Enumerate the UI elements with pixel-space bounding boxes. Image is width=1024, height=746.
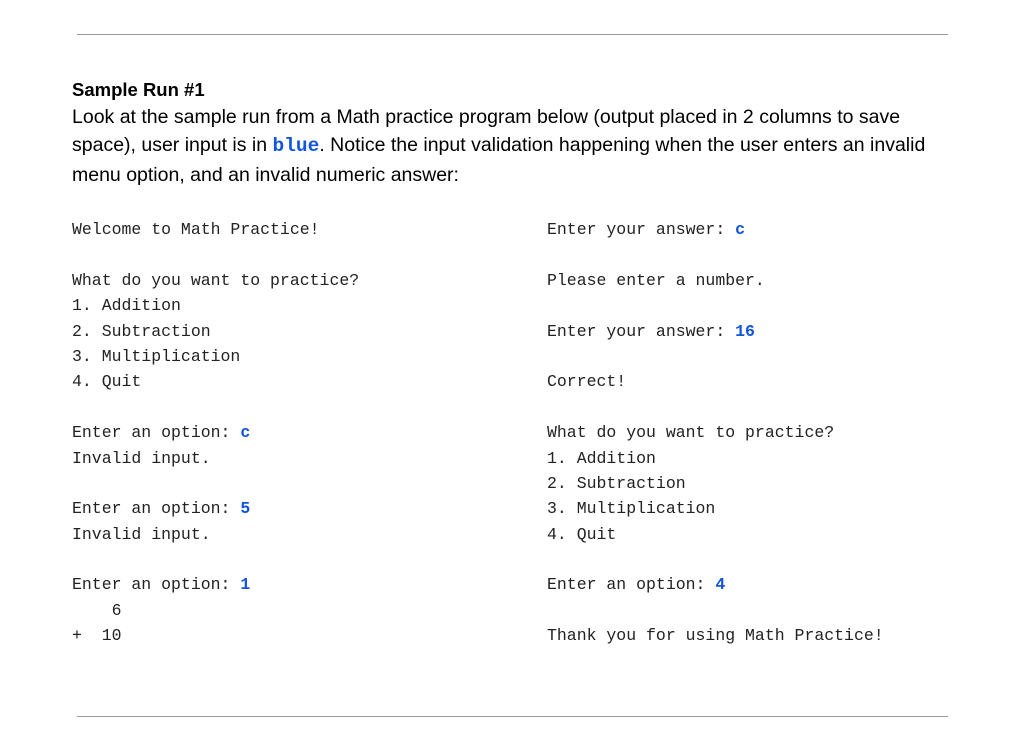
console-output-text: 4. Quit — [72, 372, 142, 392]
user-input-text: 5 — [240, 499, 251, 519]
console-line — [72, 319, 359, 344]
console-line — [547, 217, 884, 242]
console-output-text: What do you want to practice? — [547, 423, 835, 443]
intro-text-before: Look at the sample run from a Math practice program below (output placed in 2 columns to save space), user input is in — [72, 106, 901, 157]
console-line — [547, 319, 884, 344]
console-output-text: 1. Addition — [547, 448, 656, 468]
console-output-text: Enter an option: — [547, 575, 716, 595]
console-output-text: Enter your answer: — [547, 220, 736, 239]
console-line — [72, 369, 359, 394]
console-line — [72, 471, 359, 496]
console-output-text: Enter an option: — [72, 499, 241, 519]
intro-text-after: . Notice the input validation happening when the user enters an invalid menu option, and an invalid numeric answer: — [72, 134, 926, 186]
console-line — [547, 623, 884, 648]
console-line — [72, 446, 359, 471]
console-output-text: 3. Multiplication — [547, 499, 716, 519]
console-line — [547, 547, 884, 572]
console-output-text: Invalid input. — [72, 448, 211, 468]
user-input-text: 1 — [240, 575, 251, 595]
console-line — [72, 293, 359, 318]
user-input-text: c — [735, 220, 746, 239]
console-line — [72, 420, 359, 445]
console-line — [547, 446, 884, 471]
console-line — [547, 344, 884, 369]
user-input-text: 4 — [715, 575, 726, 595]
console-output-text: Enter an option: — [72, 423, 241, 443]
console-output-text: Invalid input. — [72, 524, 211, 544]
console-line — [547, 471, 884, 496]
sample-run-right-column — [547, 217, 884, 649]
console-line — [72, 623, 359, 648]
console-line — [547, 242, 884, 267]
console-output-text: 2. Subtraction — [72, 321, 211, 341]
console-line — [547, 293, 884, 318]
top-divider — [77, 34, 948, 35]
console-output-text: 4. Quit — [547, 524, 617, 544]
console-output-text: Thank you for using Math Practice! — [547, 626, 884, 646]
console-line — [72, 242, 359, 267]
intro-paragraph — [72, 103, 962, 189]
console-line — [547, 572, 884, 597]
console-line — [547, 395, 884, 420]
console-line — [72, 217, 359, 242]
console-line — [547, 369, 884, 394]
console-line — [547, 598, 884, 623]
console-line — [547, 268, 884, 293]
console-line — [72, 344, 359, 369]
console-line — [72, 547, 359, 572]
console-line — [547, 420, 884, 445]
console-output-text: 3. Multiplication — [72, 346, 241, 366]
console-output-text: 2. Subtraction — [547, 473, 686, 493]
console-line — [72, 598, 359, 623]
console-line — [547, 522, 884, 547]
console-output-text: + 10 — [72, 626, 122, 646]
console-line — [547, 496, 884, 521]
bottom-divider — [77, 716, 948, 717]
console-output-text: Correct! — [547, 372, 627, 392]
console-output-text: What do you want to practice? — [72, 270, 360, 290]
console-output-text: 6 — [72, 600, 122, 620]
console-line — [72, 522, 359, 547]
console-output-text: Enter your answer: — [547, 321, 736, 341]
intro-code-blue: blue — [272, 135, 320, 158]
console-output-text: Welcome to Math Practice! — [72, 220, 320, 239]
user-input-text: 16 — [735, 321, 755, 341]
user-input-text: c — [240, 423, 251, 443]
console-line — [72, 572, 359, 597]
section-heading: Sample Run #1 — [72, 79, 205, 100]
console-output-text: 1. Addition — [72, 296, 181, 316]
console-line — [72, 268, 359, 293]
sample-run-left-column — [72, 217, 359, 649]
console-line — [72, 496, 359, 521]
console-output-text: Enter an option: — [72, 575, 241, 595]
console-output-text: Please enter a number. — [547, 270, 765, 290]
console-line — [72, 395, 359, 420]
